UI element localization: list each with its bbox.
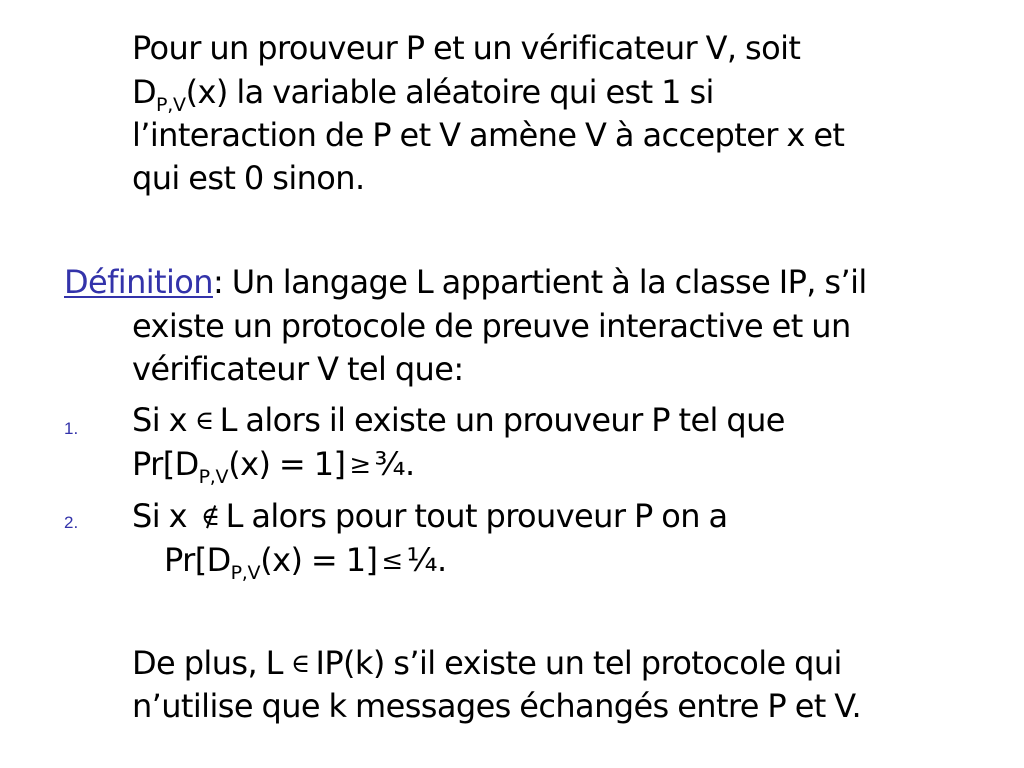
definition-line-1 bbox=[64, 263, 867, 301]
definition-text-1: : Un langage L appartient à la classe IP, s’il bbox=[212, 263, 867, 301]
item-2-eq: (x) = 1] bbox=[260, 541, 378, 579]
closing-line-2 bbox=[132, 687, 862, 725]
definition-text-3: vérificateur V tel que: bbox=[132, 350, 464, 388]
intro-line-2 bbox=[132, 73, 714, 116]
item-1-text-a: Si x bbox=[132, 401, 187, 439]
list-marker-2: 2. bbox=[64, 513, 79, 532]
item-1-pr: Pr[D bbox=[132, 445, 199, 483]
item-1-subscript: P,V bbox=[198, 466, 229, 488]
item-2-line-2 bbox=[164, 541, 447, 584]
item-1-text-b: L alors il existe un prouveur P tel que bbox=[219, 401, 785, 439]
element-of-symbol: ∈ bbox=[194, 406, 214, 436]
item-2-fraction: ¼. bbox=[406, 541, 447, 579]
item-1-fraction: ¾. bbox=[374, 445, 415, 483]
closing-text-a: De plus, L bbox=[132, 644, 283, 682]
intro-d-symbol: D bbox=[132, 73, 157, 111]
list-marker-1: 1. bbox=[64, 419, 79, 438]
item-2-text-a: Si x bbox=[132, 497, 187, 535]
item-1-line-2 bbox=[132, 445, 415, 488]
item-2-pr: Pr[D bbox=[164, 541, 231, 579]
less-equal-symbol: ≤ bbox=[381, 546, 403, 576]
item-1-eq: (x) = 1] bbox=[228, 445, 346, 483]
definition-line-3 bbox=[132, 350, 464, 388]
intro-text-2: (x) la variable aléatoire qui est 1 si bbox=[185, 73, 714, 111]
greater-equal-symbol: ≥ bbox=[349, 450, 371, 480]
item-2-subscript: P,V bbox=[230, 562, 261, 584]
definition-term-link[interactable]: Définition bbox=[64, 263, 213, 301]
item-2-text-b: L alors pour tout prouveur P on a bbox=[225, 497, 728, 535]
intro-line-3 bbox=[132, 116, 845, 154]
intro-text-1: Pour un prouveur P et un vérificateur V, soit bbox=[132, 29, 801, 67]
intro-subscript: P,V bbox=[156, 94, 186, 116]
closing-text-2: n’utilise que k messages échangés entre P et V. bbox=[132, 687, 862, 725]
closing-line-1 bbox=[132, 644, 842, 682]
definition-text-2: existe un protocole de preuve interactive et un bbox=[132, 307, 851, 345]
not-element-of-symbol: ∉ bbox=[200, 502, 220, 532]
intro-text-4: qui est 0 sinon. bbox=[132, 159, 365, 197]
intro-line-4 bbox=[132, 159, 365, 197]
intro-line-1 bbox=[132, 29, 801, 67]
element-of-symbol-2: ∈ bbox=[290, 649, 310, 679]
intro-text-3: l’interaction de P et V amène V à accepter x et bbox=[132, 116, 845, 154]
closing-text-b: IP(k) s’il existe un tel protocole qui bbox=[315, 644, 842, 682]
item-1-line-1 bbox=[132, 401, 785, 439]
item-2-line-1 bbox=[132, 497, 728, 535]
definition-line-2 bbox=[132, 307, 851, 345]
